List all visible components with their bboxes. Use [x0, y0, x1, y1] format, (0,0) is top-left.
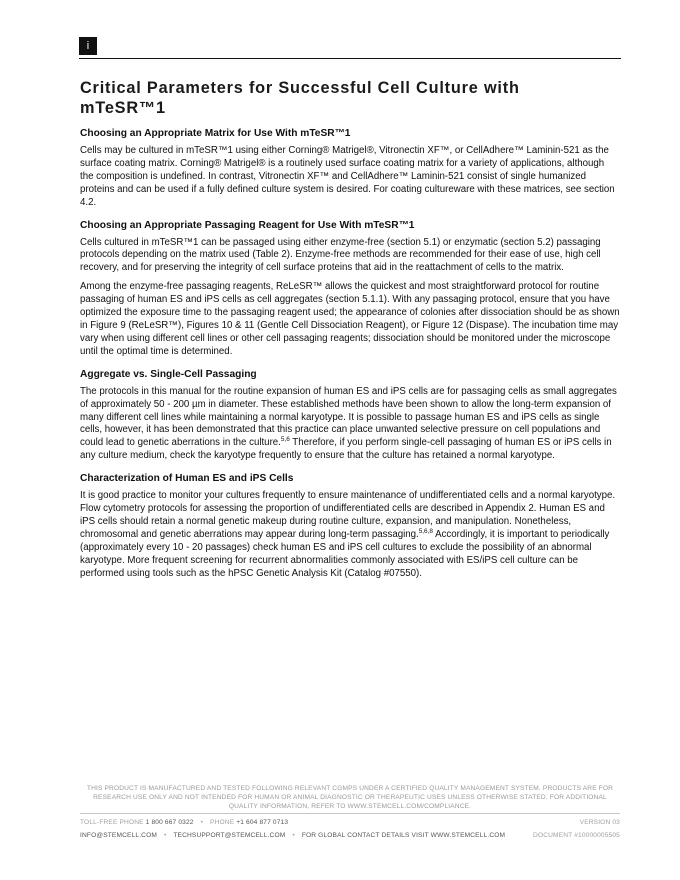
phone-number[interactable]: +1 604 877 0713: [236, 819, 289, 826]
header-rule: [79, 58, 621, 59]
separator-dot: •: [200, 819, 204, 826]
info-email-link[interactable]: INFO@STEMCELL.COM: [80, 832, 158, 839]
paragraph-text: Therefore, if you perform single-cell passaging of human ES or iPS cells in any culture medium, check the karyotype frequently to ensure that the culture has retained a normal karyotype.: [80, 437, 612, 462]
version-label: VERSION 03: [579, 819, 620, 826]
footer-phone-line: [80, 818, 620, 827]
citation-superscript: 5,6,8: [418, 527, 433, 535]
page-title: [80, 78, 620, 118]
section-paragraph: Cells may be cultured in mTeSR™1 using either Corning® Matrigel®, Vitronectin XF™, or CellAdhere™ Laminin-521 as the surface coating matrix. Corning® Matrigel® is a routinely used surface coating matrix for a variety of applications, although the composition is undefined. In contrast, Vitronectin XF™ and CellAdhere™ Laminin-521 consist of single humanized proteins and can be used if a fully defined culture system is desired. For coating cultureware with these matrices, see section 4.2.: [80, 145, 615, 208]
section-heading: Choosing an Appropriate Passaging Reagent for Use With mTeSR™1: [80, 219, 415, 231]
paragraph-text: It is good practice to monitor your cultures frequently to ensure maintenance of undifferentiated cells and a normal karyotype. Flow cytometry protocols for assessing the proportion of undifferentiated cells are described in Appendix 2. Human ES and iPS cells should retain a normal genetic makeup during routine culture, expansion, and manipulation. Nonetheless, chromosomal and genetic aberrations may appear during long-term passaging.: [80, 490, 616, 540]
document-number: DOCUMENT #10000005505: [533, 832, 620, 839]
techsupport-email-link[interactable]: TECHSUPPORT@STEMCELL.COM: [173, 832, 286, 839]
phone-label: PHONE: [210, 819, 235, 826]
section-paragraph: Cells cultured in mTeSR™1 can be passaged using either enzyme-free (section 5.1) or enzymatic (section 5.2) passaging protocols depending on the matrix used (Table 2). Enzyme-free methods are recommended for their ease of use, high cell recovery, and for preserving the integrity of cell surface proteins that aid in the reattachment of cells to the matrix.: [80, 236, 601, 274]
tollfree-number[interactable]: 1 800 667 0322: [145, 819, 194, 826]
footer-rule: [80, 813, 620, 814]
section-paragraph: [80, 490, 620, 580]
separator-dot: •: [292, 832, 295, 839]
section-heading: Aggregate vs. Single-Cell Passaging: [80, 368, 257, 380]
citation-superscript: 5,6: [280, 436, 290, 444]
paragraph-text: The protocols in this manual for the routine expansion of human ES and iPS cells are for passaging cells as small aggregates of approximately 50 - 200 µm in diameter. These established methods have been shown to allow the long-term expansion of many different cell lines while maintaining a normal karyotype. It is possible to passage human ES and iPS cells as single cells, however, it has been demonstrated that this practice can place unwanted selective pressure on cell populations and could lead to genetic aberrations in the culture.: [80, 385, 617, 449]
global-contact-link[interactable]: FOR GLOBAL CONTACT DETAILS VISIT WWW.STEMCELL.COM: [301, 832, 506, 839]
section-characterization: [80, 472, 620, 580]
page-title-line-2: mTeSR™1: [80, 99, 166, 117]
tollfree-label: TOLL-FREE PHONE: [80, 819, 144, 826]
section-heading: Characterization of Human ES and iPS Cells: [80, 473, 294, 485]
footer-contact-line: [80, 831, 620, 840]
paragraph-text: Accordingly, it is important to periodically (approximately every 10 - 20 passages) check human ES and iPS cell cultures to exclude the possibility of an abnormal karyotype. More frequent screening for recurrent abnormalities commonly associated with ES/iPS cell culture can be performed using tools such as the hPSC Genetic Analysis Kit (Catalog #07550).: [80, 528, 610, 579]
section-paragraph: [80, 386, 620, 463]
separator-dot: •: [164, 832, 167, 839]
section-matrix: [80, 127, 620, 210]
page-title-line-1: Critical Parameters for Successful Cell Culture with: [80, 79, 520, 97]
section-passaging-reagent: [80, 219, 620, 359]
footer-disclaimer: THIS PRODUCT IS MANUFACTURED AND TESTED FOLLOWING RELEVANT CGMPS UNDER A CERTIFIED QUALITY MANAGEMENT SYSTEM. PRODUCTS ARE FOR RESEARCH USE ONLY AND NOT INTENDED FOR HUMAN OR ANIMAL DIAGNOSTIC OR THERAPEUTIC USES UNLESS OTHERWISE STATED. FOR ADDITIONAL QUALITY INFORMATION, REFER TO WWW.STEMCELL.COM/COMPLIANCE.: [86, 785, 614, 810]
section-heading: Choosing an Appropriate Matrix for Use With mTeSR™1: [80, 128, 351, 139]
section-aggregate-vs-single-cell: [80, 368, 620, 463]
section-paragraph: Among the enzyme-free passaging reagents, ReLeSR™ allows the quickest and most straightforward protocol for routine passaging of human ES and iPS cells as cell aggregates (section 5.1.1). With any passaging protocol, ensure that you have optimized the exposure time to the passaging reagent used; the appearance of colonies after dissociation should be as shown in Figure 9 (ReLeSR™), Figures 10 & 11 (Gentle Cell Dissociation Reagent), or Figure 12 (Dispase). The incubation time may vary when using different cell lines or other cell passaging reagents; dissociation should be monitored under the microscope until the optimal time is determined.: [80, 281, 620, 357]
page-marker: i: [79, 37, 97, 55]
main-content: [80, 78, 620, 586]
